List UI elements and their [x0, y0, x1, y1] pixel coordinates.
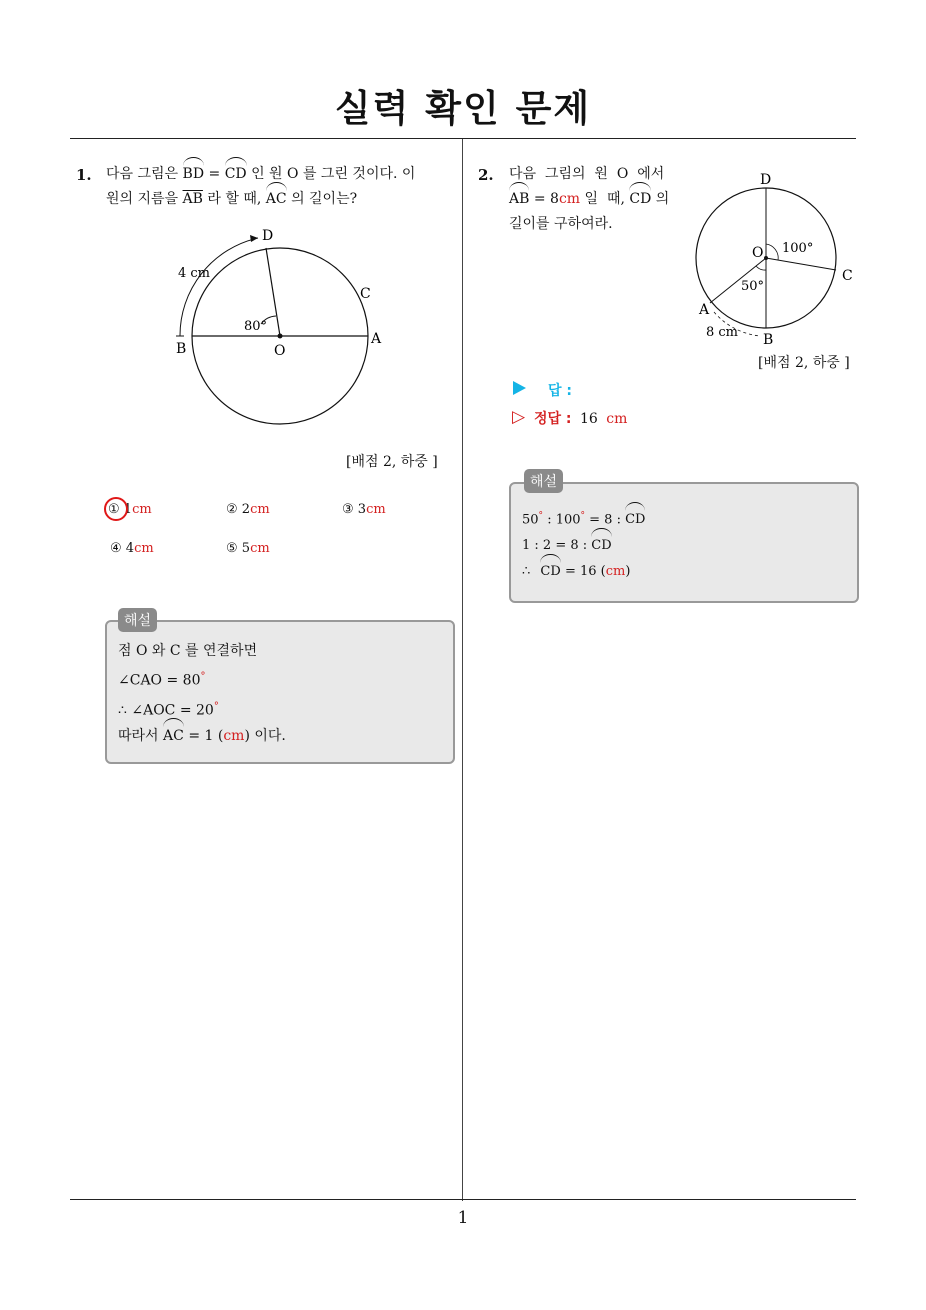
q2-number: 2.	[478, 166, 494, 184]
q1-text-2: 인 원 O 를 그린 것이다. 이	[251, 166, 416, 182]
q1-length-label: 4 cm	[178, 266, 211, 281]
q2-correct-label: 정답 :	[534, 411, 572, 427]
q2-text-2: = 8	[533, 191, 559, 207]
choice-unit: cm	[250, 502, 270, 517]
q1-text-1: 다음 그림은	[106, 166, 179, 182]
q2-exp-100: : 100	[547, 512, 581, 528]
q2-score: [배점 2, 하중 ]	[758, 355, 850, 371]
q2-length-label: 8 cm	[706, 325, 739, 340]
q1-exp-arc-ac: AC	[163, 723, 184, 749]
choice-mark: ③	[342, 502, 354, 517]
top-rule	[70, 138, 856, 139]
choice-value: 4	[125, 541, 135, 556]
q2-text-1: 다음 그림의 원 O 에서	[509, 166, 665, 182]
q2-arc-cd: CD	[629, 187, 651, 212]
q1-exp-line-2	[118, 664, 448, 694]
q2-exp-ratio-2: 1 : 2 = 8 :	[522, 538, 588, 554]
q2-exp-arc-cd: CD	[540, 559, 560, 585]
q1-arc-bd: BD	[183, 162, 205, 187]
correct-triangle-icon: ▷	[512, 407, 526, 427]
q1-exp-end: ) 이다.	[244, 728, 286, 745]
q1-number: 1.	[76, 166, 92, 184]
choice-value: 2	[241, 502, 251, 517]
q2-text-4: 의	[655, 191, 670, 207]
q1-label-a: A	[371, 331, 382, 347]
q1-label-d: D	[262, 228, 274, 244]
page-number: 1	[457, 1208, 469, 1228]
q2-center-dot	[764, 256, 768, 260]
q2-explanation-text	[522, 503, 842, 585]
q1-choice-3[interactable]	[342, 502, 386, 517]
q1-arc-ac: AC	[266, 187, 287, 212]
q2-correct-unit: cm	[606, 411, 628, 427]
q2-exp-result: = 16 (	[564, 564, 606, 580]
degree-mark: °	[213, 700, 219, 712]
choice-value: 5	[241, 541, 251, 556]
answer-arrow-icon	[513, 381, 526, 395]
q1-exp-line-4	[118, 723, 448, 749]
choice-unit: cm	[134, 541, 154, 556]
choice-unit: cm	[250, 541, 270, 556]
q2-answer-label[interactable]: 답 :	[548, 383, 572, 399]
q2-label-b: B	[763, 332, 774, 346]
q1-explanation-tab: 해설	[118, 608, 157, 632]
q2-label-c: C	[842, 268, 853, 284]
q2-correct-answer	[534, 408, 627, 428]
q2-figure	[690, 166, 860, 346]
q2-exp-ratio: = 8 :	[589, 512, 621, 528]
q2-text-3: 일 때,	[584, 191, 625, 207]
q2-text-5: 길이를 구하여라.	[509, 216, 613, 232]
q1-figure	[160, 220, 400, 440]
choice-unit: cm	[366, 502, 386, 517]
q1-arc-cd: CD	[225, 162, 247, 187]
q1-explanation-text	[118, 638, 448, 749]
q1-radius-od	[266, 248, 280, 336]
selected-answer-circle	[104, 497, 128, 521]
q2-label-a: A	[699, 302, 710, 318]
q2-label-o: O	[752, 245, 764, 261]
q2-arc-ab: AB	[509, 187, 529, 212]
q2-explanation-tab: 해설	[524, 469, 563, 493]
degree-mark: °	[200, 671, 206, 682]
q2-angle-100: 100°	[782, 241, 814, 256]
q2-angle-50-arc	[756, 266, 766, 270]
q2-angle-50: 50°	[741, 279, 765, 294]
q1-arrow-head	[250, 235, 258, 242]
choice-unit: cm	[132, 502, 152, 517]
q2-label-d: D	[760, 172, 772, 188]
q1-exp-angle-cao: ∠CAO = 80	[118, 672, 201, 689]
choice-mark: ⑤	[226, 541, 238, 556]
q1-text-3: 원의 지름을	[106, 191, 179, 207]
degree-mark: °	[580, 511, 586, 521]
q1-exp-line-1: 점 O 와 C 를 연결하면	[118, 643, 258, 659]
q2-exp-line-1	[522, 503, 842, 533]
q1-exp-text: 따라서	[118, 728, 159, 745]
q1-label-c: C	[360, 286, 371, 302]
q1-exp-angle-aoc: ∴ ∠AOC = 20	[118, 702, 214, 719]
choice-mark: ④	[110, 541, 122, 556]
q1-segment-ab: $\overline{AB}$	[182, 191, 203, 207]
therefore-symbol: ∴	[522, 564, 531, 580]
q1-exp-eq: = 1 (	[188, 728, 224, 745]
choice-mark: ①	[108, 502, 120, 517]
q1-choice-2[interactable]	[226, 502, 270, 517]
q1-score: [배점 2, 하중 ]	[346, 454, 438, 470]
column-divider	[462, 139, 463, 1201]
page-title: 실력 확인 문제	[334, 87, 592, 130]
choice-mark: ②	[226, 502, 238, 517]
bottom-rule	[70, 1199, 856, 1200]
choice-value: 1	[123, 502, 133, 517]
q1-question-text	[106, 162, 458, 212]
q2-exp-line-3	[522, 559, 842, 585]
q2-exp-unit: cm	[605, 564, 626, 580]
q1-center-dot	[278, 334, 283, 339]
q1-choice-5[interactable]	[226, 541, 270, 556]
q1-angle-label: 80°	[244, 319, 268, 334]
q1-text-4: 라 할 때,	[207, 191, 262, 207]
q2-correct-value: 16	[579, 411, 598, 427]
q2-unit: cm	[558, 191, 581, 207]
q2-exp-50: 50	[522, 512, 539, 528]
choice-value: 3	[357, 502, 367, 517]
q2-radius-oc	[766, 258, 836, 270]
q1-text-5: 의 길이는?	[291, 191, 358, 207]
q1-label-b: B	[176, 341, 187, 357]
q2-exp-arc-cd: CD	[591, 533, 611, 559]
q1-choice-4[interactable]	[110, 541, 154, 556]
q2-question-text	[509, 162, 689, 237]
q2-exp-arc-cd: CD	[625, 507, 645, 533]
q1-eq: =	[208, 166, 221, 182]
degree-mark: °	[538, 511, 544, 521]
q2-exp-line-2	[522, 533, 842, 559]
q1-label-o: O	[274, 343, 286, 359]
q1-exp-unit: cm	[223, 728, 245, 745]
q2-exp-close: )	[625, 564, 631, 580]
